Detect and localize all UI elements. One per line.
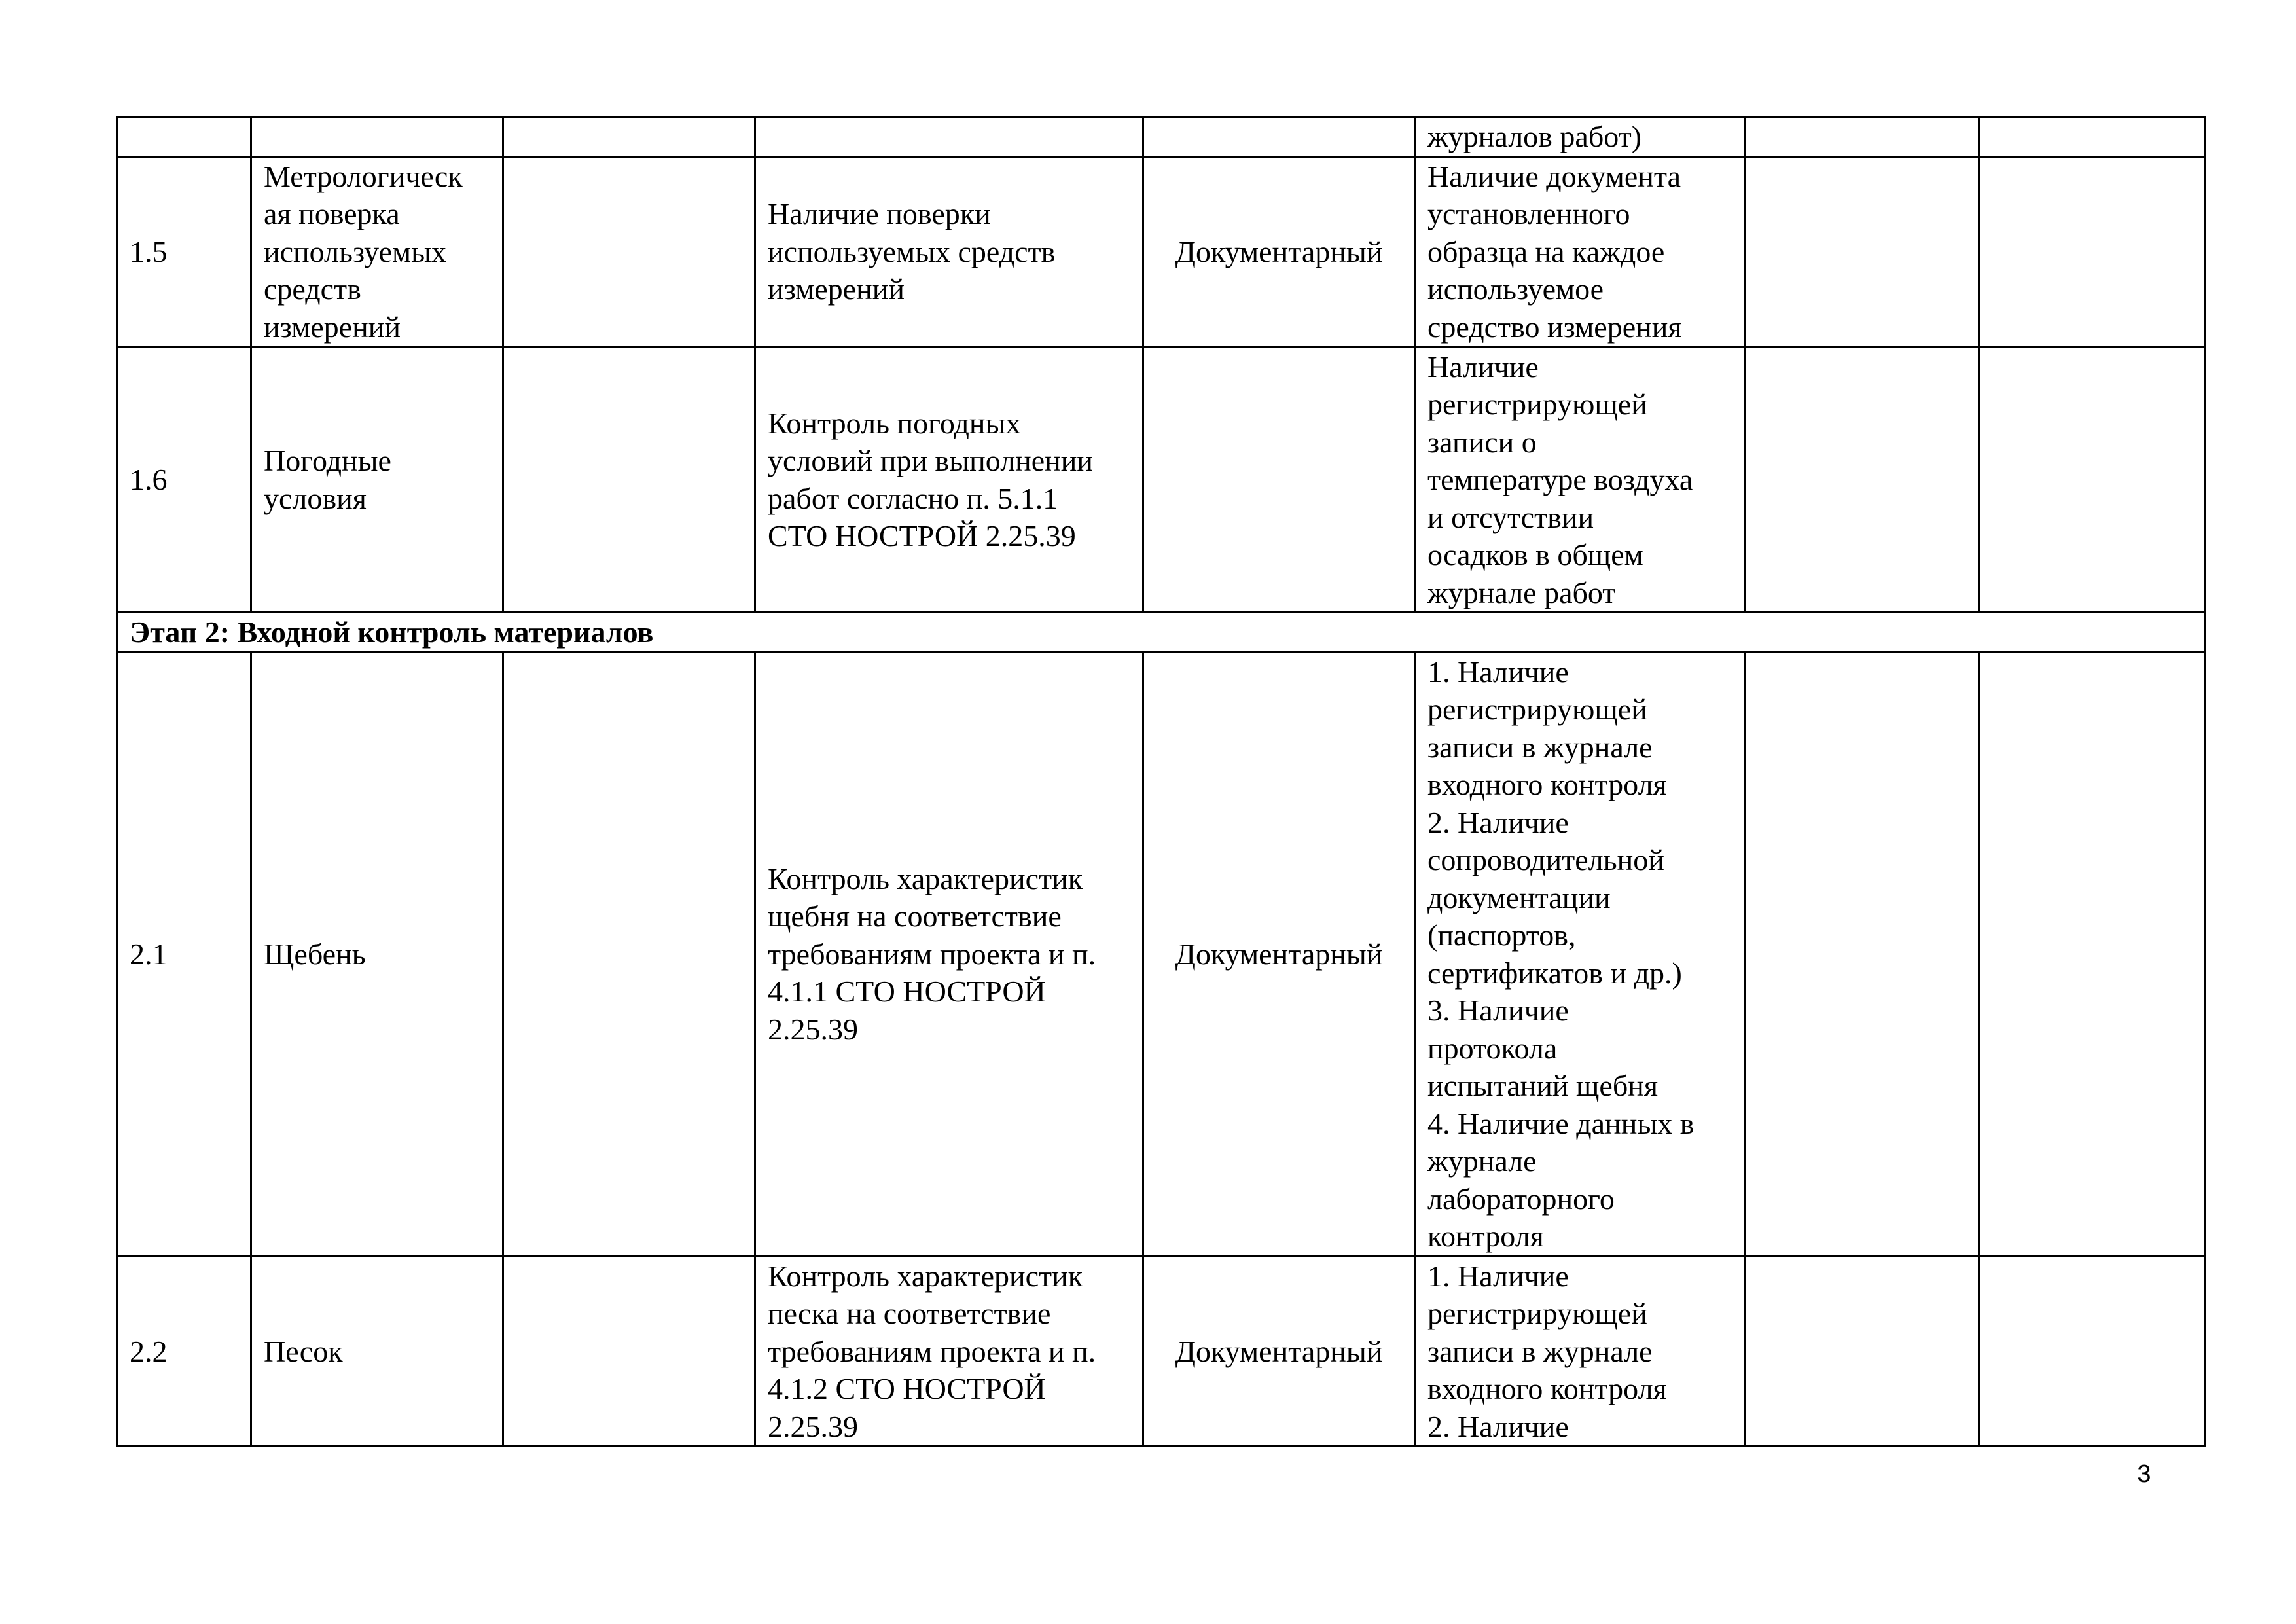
page-number: 3 xyxy=(2137,1460,2151,1488)
table-row xyxy=(117,156,2206,347)
row-number: 2.2 xyxy=(117,1256,251,1447)
table-row xyxy=(117,1256,2206,1447)
row-name: Метрологическ ая поверка используемых средств измерений xyxy=(251,156,503,347)
row-col3 xyxy=(503,156,755,347)
row-col3 xyxy=(503,1256,755,1447)
table-row xyxy=(117,117,2206,157)
row-number: 1.6 xyxy=(117,347,251,613)
row-method: Документарный xyxy=(1143,156,1415,347)
row-number: 1.5 xyxy=(117,156,251,347)
row-col7 xyxy=(1746,652,1979,1256)
row-controlled xyxy=(755,117,1143,157)
stage-heading: Этап 2: Входной контроль материалов xyxy=(117,613,2206,653)
row-controlled: Контроль характеристик щебня на соответствие требованиям проекта и п. 4.1.1 СТО НОСТРОЙ 2.25.39 xyxy=(755,652,1143,1256)
row-col3 xyxy=(503,117,755,157)
row-number xyxy=(117,117,251,157)
row-docs: Наличие регистрирующей записи о температуре воздуха и отсутствии осадков в общем журнале работ xyxy=(1415,347,1746,613)
row-docs: Наличие документа установленного образца на каждое используемое средство измерения xyxy=(1415,156,1746,347)
row-col7 xyxy=(1746,1256,1979,1447)
row-controlled: Контроль погодных условий при выполнении работ согласно п. 5.1.1 СТО НОСТРОЙ 2.25.39 xyxy=(755,347,1143,613)
row-col8 xyxy=(1979,652,2206,1256)
table-row xyxy=(117,347,2206,613)
row-name: Щебень xyxy=(251,652,503,1256)
row-name: Погодные условия xyxy=(251,347,503,613)
row-name: Песок xyxy=(251,1256,503,1447)
inspection-table xyxy=(116,116,2206,1447)
row-docs: журналов работ) xyxy=(1415,117,1746,157)
row-docs: 1. Наличие регистрирующей записи в журнале входного контроля 2. Наличие сопроводительной документации (паспортов, сертификатов и др.) 3. Наличие протокола испытаний щебня 4. Наличие данных в журнале лабораторного контроля xyxy=(1415,652,1746,1256)
row-col8 xyxy=(1979,156,2206,347)
row-col3 xyxy=(503,347,755,613)
table-row xyxy=(117,652,2206,1256)
row-col8 xyxy=(1979,117,2206,157)
row-name xyxy=(251,117,503,157)
row-method xyxy=(1143,117,1415,157)
row-col8 xyxy=(1979,347,2206,613)
row-col3 xyxy=(503,652,755,1256)
row-controlled: Наличие поверки используемых средств измерений xyxy=(755,156,1143,347)
row-number: 2.1 xyxy=(117,652,251,1256)
row-method: Документарный xyxy=(1143,1256,1415,1447)
row-docs: 1. Наличие регистрирующей записи в журнале входного контроля 2. Наличие xyxy=(1415,1256,1746,1447)
row-controlled: Контроль характеристик песка на соответствие требованиям проекта и п. 4.1.2 СТО НОСТРОЙ 2.25.39 xyxy=(755,1256,1143,1447)
stage-row xyxy=(117,613,2206,653)
row-col7 xyxy=(1746,117,1979,157)
row-method xyxy=(1143,347,1415,613)
row-col8 xyxy=(1979,1256,2206,1447)
row-method: Документарный xyxy=(1143,652,1415,1256)
row-col7 xyxy=(1746,347,1979,613)
row-col7 xyxy=(1746,156,1979,347)
